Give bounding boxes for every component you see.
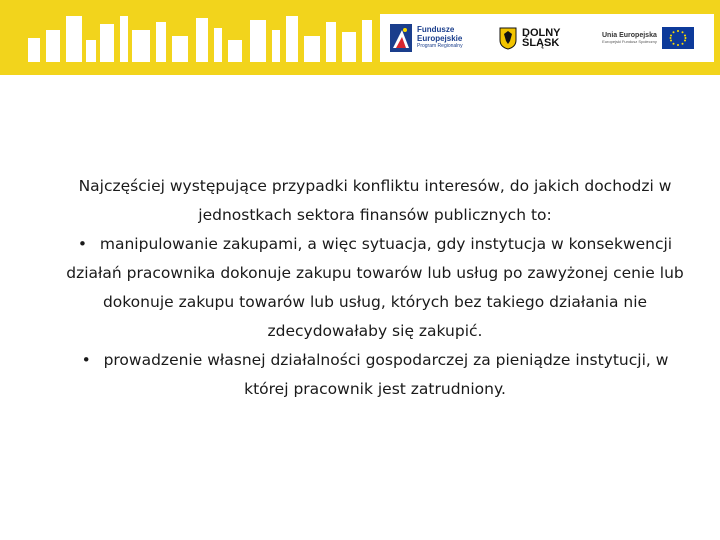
bullet-marker: • [81, 351, 91, 369]
eagle-crest-icon [498, 26, 518, 50]
logo-bar [380, 14, 714, 62]
bullet-marker: • [77, 235, 88, 253]
fe-logo-line3: Program Regionalny [417, 43, 463, 50]
bullet-item-1 [60, 230, 690, 346]
header-band [0, 0, 720, 75]
main-text [60, 172, 690, 404]
eu-flag-icon [662, 27, 694, 49]
ds-logo-line2: ŚLĄSK [522, 37, 560, 49]
fe-logo [390, 20, 463, 56]
eu-logo-line2: Europejski Fundusz Społeczny [602, 38, 657, 44]
eu-logo-line1: Unia Europejska [602, 31, 657, 39]
bullet-text-1: manipulowanie zakupami, a więc sytuacja, gdy instytucja w konsekwencji działań pracownika dokonuje zakupu towarów lub usług po zawyżonej cenie lub dokonuje zakupu towarów lub usług, których bez takiego działania nie zdecydowałaby się zakupić. [66, 235, 684, 340]
fe-star-emblem-icon [390, 24, 412, 52]
bullet-text-2: prowadzenie własnej działalności gospodarczej za pieniądze instytucji, w której pracownik jest zatrudniony. [103, 351, 669, 398]
dolny-slask-logo [498, 20, 561, 56]
decorative-pattern [0, 0, 380, 75]
fe-logo-line2: Europejskie [417, 33, 463, 43]
fe-logo-line1: Fundusze [417, 25, 455, 35]
eu-logo [602, 20, 694, 56]
ds-logo-line1: DOLNY [522, 26, 561, 39]
intro-paragraph: Najczęściej występujące przypadki konfliktu interesów, do jakich dochodzi w jednostkach sektora finansów publicznych to: [78, 177, 672, 224]
bullet-item-2 [60, 346, 690, 404]
